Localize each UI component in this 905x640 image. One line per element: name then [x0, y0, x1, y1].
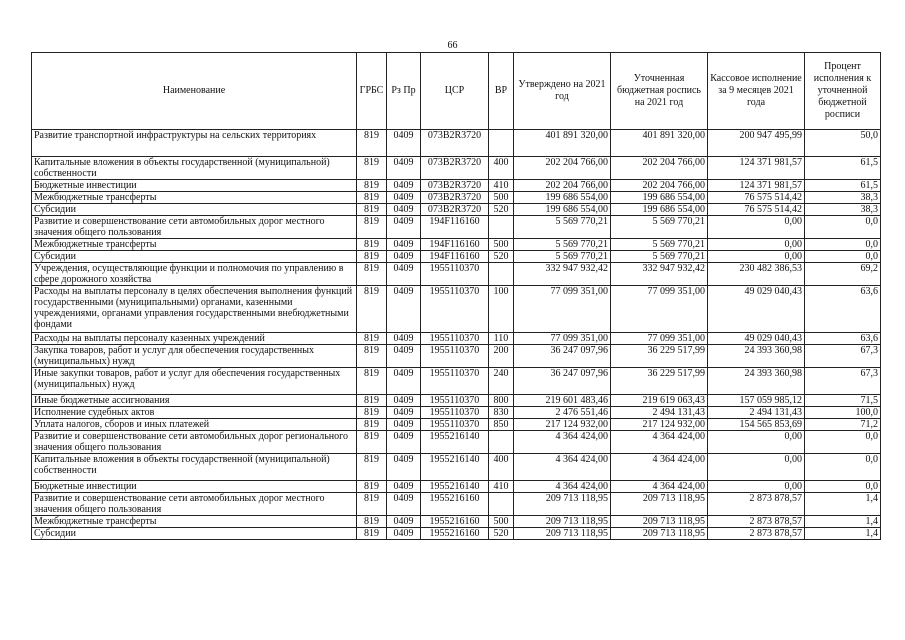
cell-cash: 24 393 360,98	[708, 368, 805, 395]
cell-name: Расходы на выплаты персоналу казенных учреждений	[32, 333, 357, 345]
cell-rzpr: 0409	[387, 180, 421, 192]
cell-cash: 2 494 131,43	[708, 407, 805, 419]
cell-grbs: 819	[357, 263, 387, 286]
cell-refined: 4 364 424,00	[611, 431, 708, 454]
cell-rzpr: 0409	[387, 516, 421, 528]
cell-csr: 1955110370	[421, 333, 489, 345]
cell-refined: 77 099 351,00	[611, 286, 708, 333]
cell-csr: 194F116160	[421, 251, 489, 263]
cell-rzpr: 0409	[387, 286, 421, 333]
cell-grbs: 819	[357, 407, 387, 419]
table-row	[32, 528, 881, 540]
cell-cash: 230 482 386,53	[708, 263, 805, 286]
cell-grbs: 819	[357, 130, 387, 157]
cell-cash: 2 873 878,57	[708, 493, 805, 516]
cell-rzpr: 0409	[387, 216, 421, 239]
cell-vr: 100	[489, 286, 514, 333]
cell-csr: 1955110370	[421, 286, 489, 333]
cell-rzpr: 0409	[387, 251, 421, 263]
cell-percent: 0,0	[805, 216, 881, 239]
cell-name: Расходы на выплаты персоналу в целях обеспечения выполнения функций государственными (муниципальными) органами, казенными учреждениями, органами управления государственными внебюджетными фондами	[32, 286, 357, 333]
cell-vr: 800	[489, 395, 514, 407]
cell-rzpr: 0409	[387, 239, 421, 251]
table-row	[32, 204, 881, 216]
cell-vr: 410	[489, 481, 514, 493]
cell-cash: 2 873 878,57	[708, 528, 805, 540]
cell-csr: 1955110370	[421, 419, 489, 431]
cell-name: Развитие транспортной инфраструктуры на сельских территориях	[32, 130, 357, 157]
table-body	[32, 130, 881, 540]
cell-approved: 36 247 097,96	[514, 345, 611, 368]
cell-approved: 199 686 554,00	[514, 204, 611, 216]
cell-rzpr: 0409	[387, 419, 421, 431]
table-row	[32, 431, 881, 454]
cell-grbs: 819	[357, 286, 387, 333]
cell-approved: 5 569 770,21	[514, 239, 611, 251]
cell-csr: 1955110370	[421, 263, 489, 286]
cell-cash: 0,00	[708, 481, 805, 493]
cell-rzpr: 0409	[387, 481, 421, 493]
cell-approved: 5 569 770,21	[514, 216, 611, 239]
cell-refined: 332 947 932,42	[611, 263, 708, 286]
table-row	[32, 516, 881, 528]
cell-vr: 520	[489, 204, 514, 216]
cell-grbs: 819	[357, 180, 387, 192]
cell-percent: 0,0	[805, 251, 881, 263]
cell-grbs: 819	[357, 251, 387, 263]
cell-vr	[489, 493, 514, 516]
cell-cash: 0,00	[708, 239, 805, 251]
cell-refined: 5 569 770,21	[611, 216, 708, 239]
cell-percent: 0,0	[805, 481, 881, 493]
cell-vr: 830	[489, 407, 514, 419]
cell-approved: 401 891 320,00	[514, 130, 611, 157]
cell-name: Развитие и совершенствование сети автомобильных дорог местного значения общего пользования	[32, 493, 357, 516]
cell-rzpr: 0409	[387, 407, 421, 419]
cell-name: Исполнение судебных актов	[32, 407, 357, 419]
table-row	[32, 180, 881, 192]
table-row	[32, 216, 881, 239]
cell-vr: 110	[489, 333, 514, 345]
cell-csr: 1955110370	[421, 395, 489, 407]
cell-rzpr: 0409	[387, 395, 421, 407]
cell-rzpr: 0409	[387, 157, 421, 180]
cell-rzpr: 0409	[387, 431, 421, 454]
header-refined: Уточненная бюджетная роспись на 2021 год	[611, 53, 708, 130]
cell-cash: 0,00	[708, 216, 805, 239]
cell-name: Межбюджетные трансферты	[32, 239, 357, 251]
cell-percent: 67,3	[805, 345, 881, 368]
header-rzpr: Рз Пр	[387, 53, 421, 130]
cell-csr: 1955216140	[421, 454, 489, 481]
cell-percent: 0,0	[805, 239, 881, 251]
cell-rzpr: 0409	[387, 345, 421, 368]
cell-approved: 77 099 351,00	[514, 333, 611, 345]
cell-name: Бюджетные инвестиции	[32, 180, 357, 192]
cell-rzpr: 0409	[387, 493, 421, 516]
cell-percent: 71,5	[805, 395, 881, 407]
cell-refined: 5 569 770,21	[611, 239, 708, 251]
cell-cash: 76 575 514,42	[708, 192, 805, 204]
cell-rzpr: 0409	[387, 454, 421, 481]
cell-grbs: 819	[357, 157, 387, 180]
cell-percent: 61,5	[805, 157, 881, 180]
table-row	[32, 251, 881, 263]
cell-csr: 1955216140	[421, 431, 489, 454]
header-cash: Кассовое исполнение за 9 месяцев 2021 года	[708, 53, 805, 130]
cell-refined: 4 364 424,00	[611, 454, 708, 481]
cell-name: Субсидии	[32, 204, 357, 216]
cell-csr: 1955110370	[421, 407, 489, 419]
cell-vr: 500	[489, 192, 514, 204]
cell-csr: 1955216160	[421, 528, 489, 540]
budget-table	[31, 52, 881, 540]
cell-csr: 073B2R3720	[421, 130, 489, 157]
cell-vr: 410	[489, 180, 514, 192]
header-vr: ВР	[489, 53, 514, 130]
header-approved: Утверждено на 2021 год	[514, 53, 611, 130]
cell-cash: 157 059 985,12	[708, 395, 805, 407]
cell-approved: 202 204 766,00	[514, 157, 611, 180]
cell-approved: 217 124 932,00	[514, 419, 611, 431]
cell-rzpr: 0409	[387, 130, 421, 157]
header-percent: Процент исполнения к уточненной бюджетной росписи	[805, 53, 881, 130]
cell-name: Развитие и совершенствование сети автомобильных дорог местного значения общего пользования	[32, 216, 357, 239]
cell-percent: 38,3	[805, 192, 881, 204]
cell-grbs: 819	[357, 239, 387, 251]
cell-percent: 1,4	[805, 528, 881, 540]
cell-rzpr: 0409	[387, 204, 421, 216]
cell-grbs: 819	[357, 481, 387, 493]
cell-grbs: 819	[357, 454, 387, 481]
cell-percent: 0,0	[805, 454, 881, 481]
cell-refined: 77 099 351,00	[611, 333, 708, 345]
cell-rzpr: 0409	[387, 192, 421, 204]
cell-refined: 199 686 554,00	[611, 192, 708, 204]
cell-name: Межбюджетные трансферты	[32, 192, 357, 204]
cell-vr: 500	[489, 516, 514, 528]
cell-refined: 219 619 063,43	[611, 395, 708, 407]
cell-refined: 36 229 517,99	[611, 345, 708, 368]
cell-cash: 2 873 878,57	[708, 516, 805, 528]
cell-refined: 209 713 118,95	[611, 493, 708, 516]
cell-name: Бюджетные инвестиции	[32, 481, 357, 493]
cell-refined: 217 124 932,00	[611, 419, 708, 431]
cell-csr: 194F116160	[421, 239, 489, 251]
cell-approved: 5 569 770,21	[514, 251, 611, 263]
cell-refined: 2 494 131,43	[611, 407, 708, 419]
cell-vr: 520	[489, 251, 514, 263]
cell-approved: 77 099 351,00	[514, 286, 611, 333]
cell-grbs: 819	[357, 368, 387, 395]
cell-grbs: 819	[357, 528, 387, 540]
cell-cash: 49 029 040,43	[708, 286, 805, 333]
cell-csr: 1955216160	[421, 493, 489, 516]
cell-grbs: 819	[357, 431, 387, 454]
cell-csr: 1955110370	[421, 345, 489, 368]
cell-name: Субсидии	[32, 251, 357, 263]
cell-refined: 202 204 766,00	[611, 180, 708, 192]
cell-refined: 5 569 770,21	[611, 251, 708, 263]
cell-grbs: 819	[357, 345, 387, 368]
cell-refined: 209 713 118,95	[611, 528, 708, 540]
header-grbs: ГРБС	[357, 53, 387, 130]
cell-vr: 500	[489, 239, 514, 251]
table-row	[32, 407, 881, 419]
cell-vr: 200	[489, 345, 514, 368]
cell-csr: 1955216140	[421, 481, 489, 493]
cell-approved: 36 247 097,96	[514, 368, 611, 395]
cell-approved: 209 713 118,95	[514, 528, 611, 540]
table-row	[32, 419, 881, 431]
cell-grbs: 819	[357, 493, 387, 516]
table-row	[32, 454, 881, 481]
cell-grbs: 819	[357, 204, 387, 216]
cell-grbs: 819	[357, 419, 387, 431]
table-row	[32, 368, 881, 395]
cell-name: Капитальные вложения в объекты государственной (муниципальной) собственности	[32, 157, 357, 180]
cell-cash: 200 947 495,99	[708, 130, 805, 157]
cell-percent: 38,3	[805, 204, 881, 216]
cell-rzpr: 0409	[387, 333, 421, 345]
cell-vr	[489, 216, 514, 239]
cell-refined: 36 229 517,99	[611, 368, 708, 395]
table-row	[32, 192, 881, 204]
cell-percent: 100,0	[805, 407, 881, 419]
cell-approved: 199 686 554,00	[514, 192, 611, 204]
cell-percent: 0,0	[805, 431, 881, 454]
cell-approved: 209 713 118,95	[514, 493, 611, 516]
table-row	[32, 157, 881, 180]
cell-rzpr: 0409	[387, 263, 421, 286]
cell-approved: 202 204 766,00	[514, 180, 611, 192]
cell-name: Капитальные вложения в объекты государственной (муниципальной) собственности	[32, 454, 357, 481]
cell-approved: 2 476 551,46	[514, 407, 611, 419]
cell-rzpr: 0409	[387, 368, 421, 395]
cell-cash: 124 371 981,57	[708, 180, 805, 192]
cell-csr: 1955110370	[421, 368, 489, 395]
cell-refined: 4 364 424,00	[611, 481, 708, 493]
cell-name: Межбюджетные трансферты	[32, 516, 357, 528]
cell-cash: 154 565 853,69	[708, 419, 805, 431]
cell-grbs: 819	[357, 395, 387, 407]
cell-refined: 209 713 118,95	[611, 516, 708, 528]
table-header-row	[32, 53, 881, 130]
cell-csr: 194F116160	[421, 216, 489, 239]
table-row	[32, 481, 881, 493]
cell-csr: 1955216160	[421, 516, 489, 528]
cell-name: Учреждения, осуществляющие функции и полномочия по управлению в сфере дорожного хозяйства	[32, 263, 357, 286]
cell-name: Иные бюджетные ассигнования	[32, 395, 357, 407]
page-number: 66	[447, 40, 458, 51]
cell-refined: 199 686 554,00	[611, 204, 708, 216]
cell-vr	[489, 263, 514, 286]
cell-name: Развитие и совершенствование сети автомобильных дорог регионального значения общего пользования	[32, 431, 357, 454]
cell-approved: 4 364 424,00	[514, 481, 611, 493]
table-row	[32, 286, 881, 333]
cell-name: Уплата налогов, сборов и иных платежей	[32, 419, 357, 431]
cell-vr: 520	[489, 528, 514, 540]
cell-name: Иные закупки товаров, работ и услуг для обеспечения государственных (муниципальных) нужд	[32, 368, 357, 395]
cell-grbs: 819	[357, 333, 387, 345]
cell-approved: 332 947 932,42	[514, 263, 611, 286]
cell-csr: 073B2R3720	[421, 180, 489, 192]
cell-grbs: 819	[357, 192, 387, 204]
cell-percent: 63,6	[805, 333, 881, 345]
cell-approved: 209 713 118,95	[514, 516, 611, 528]
cell-vr	[489, 130, 514, 157]
table-row	[32, 239, 881, 251]
cell-percent: 67,3	[805, 368, 881, 395]
cell-rzpr: 0409	[387, 528, 421, 540]
cell-percent: 1,4	[805, 516, 881, 528]
cell-vr	[489, 431, 514, 454]
cell-cash: 124 371 981,57	[708, 157, 805, 180]
table-row	[32, 395, 881, 407]
cell-percent: 71,2	[805, 419, 881, 431]
cell-refined: 202 204 766,00	[611, 157, 708, 180]
cell-grbs: 819	[357, 516, 387, 528]
cell-csr: 073B2R3720	[421, 157, 489, 180]
cell-percent: 50,0	[805, 130, 881, 157]
table-row	[32, 345, 881, 368]
table-row	[32, 130, 881, 157]
cell-cash: 0,00	[708, 431, 805, 454]
header-csr: ЦСР	[421, 53, 489, 130]
table-row	[32, 493, 881, 516]
cell-cash: 0,00	[708, 251, 805, 263]
cell-approved: 219 601 483,46	[514, 395, 611, 407]
cell-csr: 073B2R3720	[421, 204, 489, 216]
table-row	[32, 333, 881, 345]
cell-csr: 073B2R3720	[421, 192, 489, 204]
cell-vr: 400	[489, 454, 514, 481]
cell-approved: 4 364 424,00	[514, 431, 611, 454]
cell-name: Закупка товаров, работ и услуг для обеспечения государственных (муниципальных) нужд	[32, 345, 357, 368]
cell-percent: 63,6	[805, 286, 881, 333]
cell-cash: 49 029 040,43	[708, 333, 805, 345]
cell-percent: 61,5	[805, 180, 881, 192]
table-row	[32, 263, 881, 286]
cell-cash: 76 575 514,42	[708, 204, 805, 216]
cell-percent: 69,2	[805, 263, 881, 286]
cell-approved: 4 364 424,00	[514, 454, 611, 481]
cell-vr: 240	[489, 368, 514, 395]
cell-cash: 0,00	[708, 454, 805, 481]
cell-vr: 400	[489, 157, 514, 180]
cell-cash: 24 393 360,98	[708, 345, 805, 368]
cell-refined: 401 891 320,00	[611, 130, 708, 157]
cell-vr: 850	[489, 419, 514, 431]
header-name: Наименование	[32, 53, 357, 130]
cell-percent: 1,4	[805, 493, 881, 516]
cell-name: Субсидии	[32, 528, 357, 540]
cell-grbs: 819	[357, 216, 387, 239]
